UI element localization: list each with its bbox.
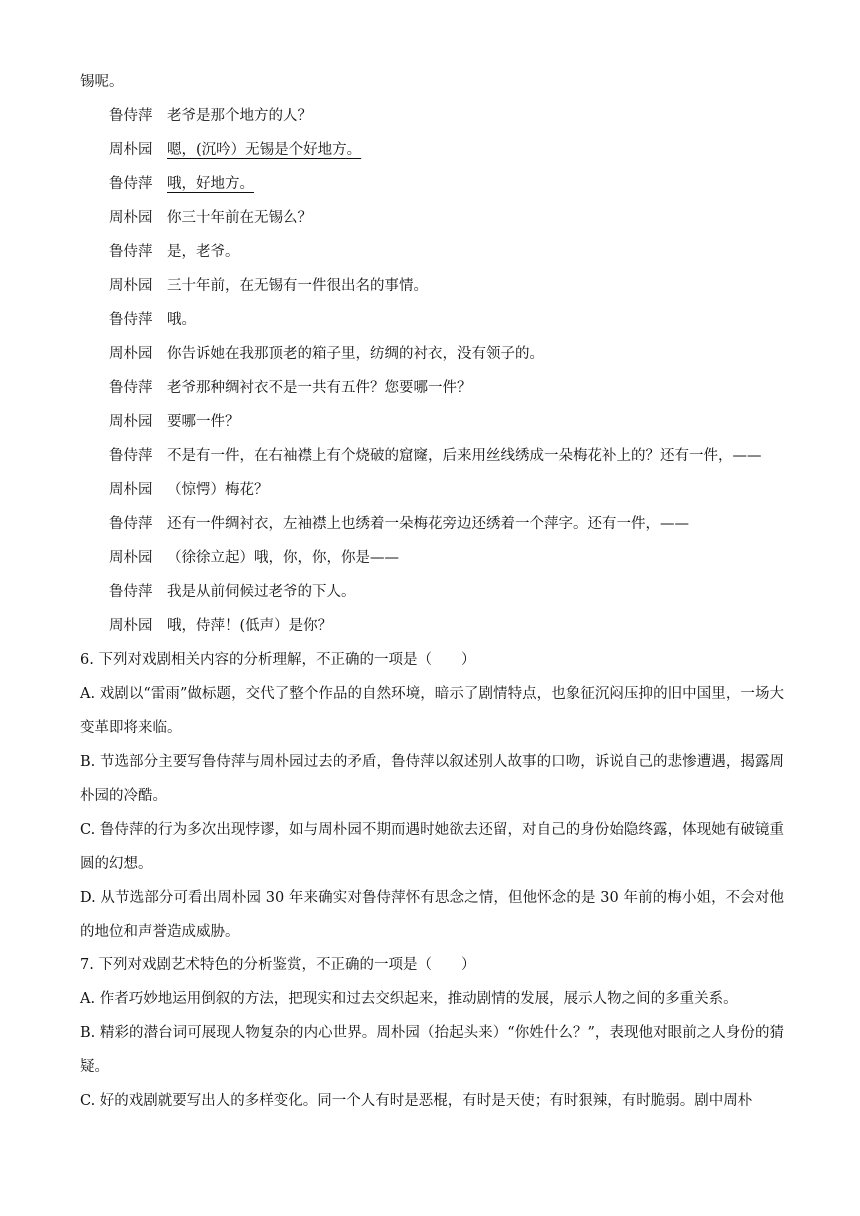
speaker: 鲁侍萍 (109, 516, 153, 532)
dialogue-line (109, 174, 254, 194)
speech: 是，老爷。 (167, 244, 240, 260)
dialogue-line (109, 140, 361, 160)
dialogue-line (109, 106, 312, 126)
speaker: 周朴园 (109, 142, 153, 158)
dialogue-line (109, 378, 472, 398)
lead-text: 锡呢。 (80, 74, 124, 90)
speaker: 周朴园 (109, 278, 153, 294)
speaker: 周朴园 (109, 550, 153, 566)
speaker: 鲁侍萍 (109, 380, 153, 396)
dialogue-line (109, 276, 428, 296)
speech-underlined: 嗯，(沉吟）无锡是个好地方。 (167, 142, 362, 158)
speaker: 鲁侍萍 (109, 176, 153, 192)
question-6-option-d: D. 从节选部分可看出周朴园 30 年来确实对鲁侍萍怀有思念之情，但他怀念的是 30 年前的梅小姐，不会对他的地位和声誉造成威胁。 (80, 890, 784, 940)
question-7-option-a: A. 作者巧妙地运用倒叙的方法，把现实和过去交织起来，推动剧情的发展，展示人物之间的多重关系。 (80, 991, 738, 1007)
dialogue-line (109, 480, 269, 500)
speech-underlined: 哦，好地方。 (167, 176, 254, 192)
dialogue-line (109, 412, 240, 432)
question-7-stem: 7. 下列对戏剧艺术特色的分析鉴赏，不正确的一项是（ ） (80, 957, 476, 973)
speech: 你三十年前在无锡么？ (167, 210, 312, 226)
question-6-option-a: A. 戏剧以“雷雨”做标题，交代了整个作品的自然环境，暗示了剧情特点，也象征沉闷压抑的旧中国里，一场大变革即将来临。 (80, 686, 784, 736)
dialogue-line (109, 616, 332, 636)
dialogue-line (109, 310, 196, 330)
speaker: 鲁侍萍 (109, 108, 153, 124)
speech: 哦。 (167, 312, 196, 328)
speech: 我是从前伺候过老爷的下人。 (167, 584, 356, 600)
question-7-option-c: C. 好的戏剧就要写出人的多样变化。同一个人有时是恶棍，有时是天使；有时狠辣，有时脆弱。剧中周朴 (80, 1093, 753, 1109)
dialogue-line (109, 242, 240, 262)
speaker: 周朴园 (109, 210, 153, 226)
speech: 三十年前，在无锡有一件很出名的事情。 (167, 278, 428, 294)
speech: 你告诉她在我那顶老的箱子里，纺绸的衬衣，没有领子的。 (167, 346, 544, 362)
speaker: 鲁侍萍 (109, 448, 153, 464)
question-6-option-c: C. 鲁侍萍的行为多次出现悖谬，如与周朴园不期而遇时她欲去还留，对自己的身份始隐终露，体现她有破镜重圆的幻想。 (80, 822, 784, 872)
speech: 哦，侍萍！(低声）是你？ (167, 618, 333, 634)
speech: 不是有一件，在右袖襟上有个烧破的窟窿，后来用丝线绣成一朵梅花补上的？还有一件，—— (167, 448, 762, 464)
speech: 老爷是那个地方的人？ (167, 108, 312, 124)
speech: 老爷那种绸衬衣不是一共有五件？您要哪一件？ (167, 380, 472, 396)
speaker: 鲁侍萍 (109, 584, 153, 600)
speech: （徐徐立起）哦，你，你，你是—— (167, 550, 399, 566)
speaker: 鲁侍萍 (109, 312, 153, 328)
dialogue-line (109, 208, 312, 228)
speaker: 鲁侍萍 (109, 244, 153, 260)
dialogue-line (109, 548, 399, 568)
question-6-stem: 6. 下列对戏剧相关内容的分析理解，不正确的一项是（ ） (80, 652, 476, 668)
dialogue-line (109, 582, 356, 602)
dialogue-line (109, 514, 689, 534)
speaker: 周朴园 (109, 346, 153, 362)
question-6-option-b: B. 节选部分主要写鲁侍萍与周朴园过去的矛盾，鲁侍萍以叙述别人故事的口吻，诉说自己的悲惨遭遇，揭露周朴园的冷酷。 (80, 754, 784, 804)
speaker: 周朴园 (109, 618, 153, 634)
question-7-option-b: B. 精彩的潜台词可展现人物复杂的内心世界。周朴园（抬起头来）“你姓什么？”，表现他对眼前之人身份的猜疑。 (80, 1025, 784, 1075)
speaker: 周朴园 (109, 482, 153, 498)
speech: （惊愕）梅花？ (167, 482, 269, 498)
dialogue-line (109, 446, 762, 466)
speaker: 周朴园 (109, 414, 153, 430)
speech: 还有一件绸衬衣，左袖襟上也绣着一朵梅花旁边还绣着一个萍字。还有一件，—— (167, 516, 689, 532)
dialogue-line (109, 344, 544, 364)
speech: 要哪一件？ (167, 414, 240, 430)
